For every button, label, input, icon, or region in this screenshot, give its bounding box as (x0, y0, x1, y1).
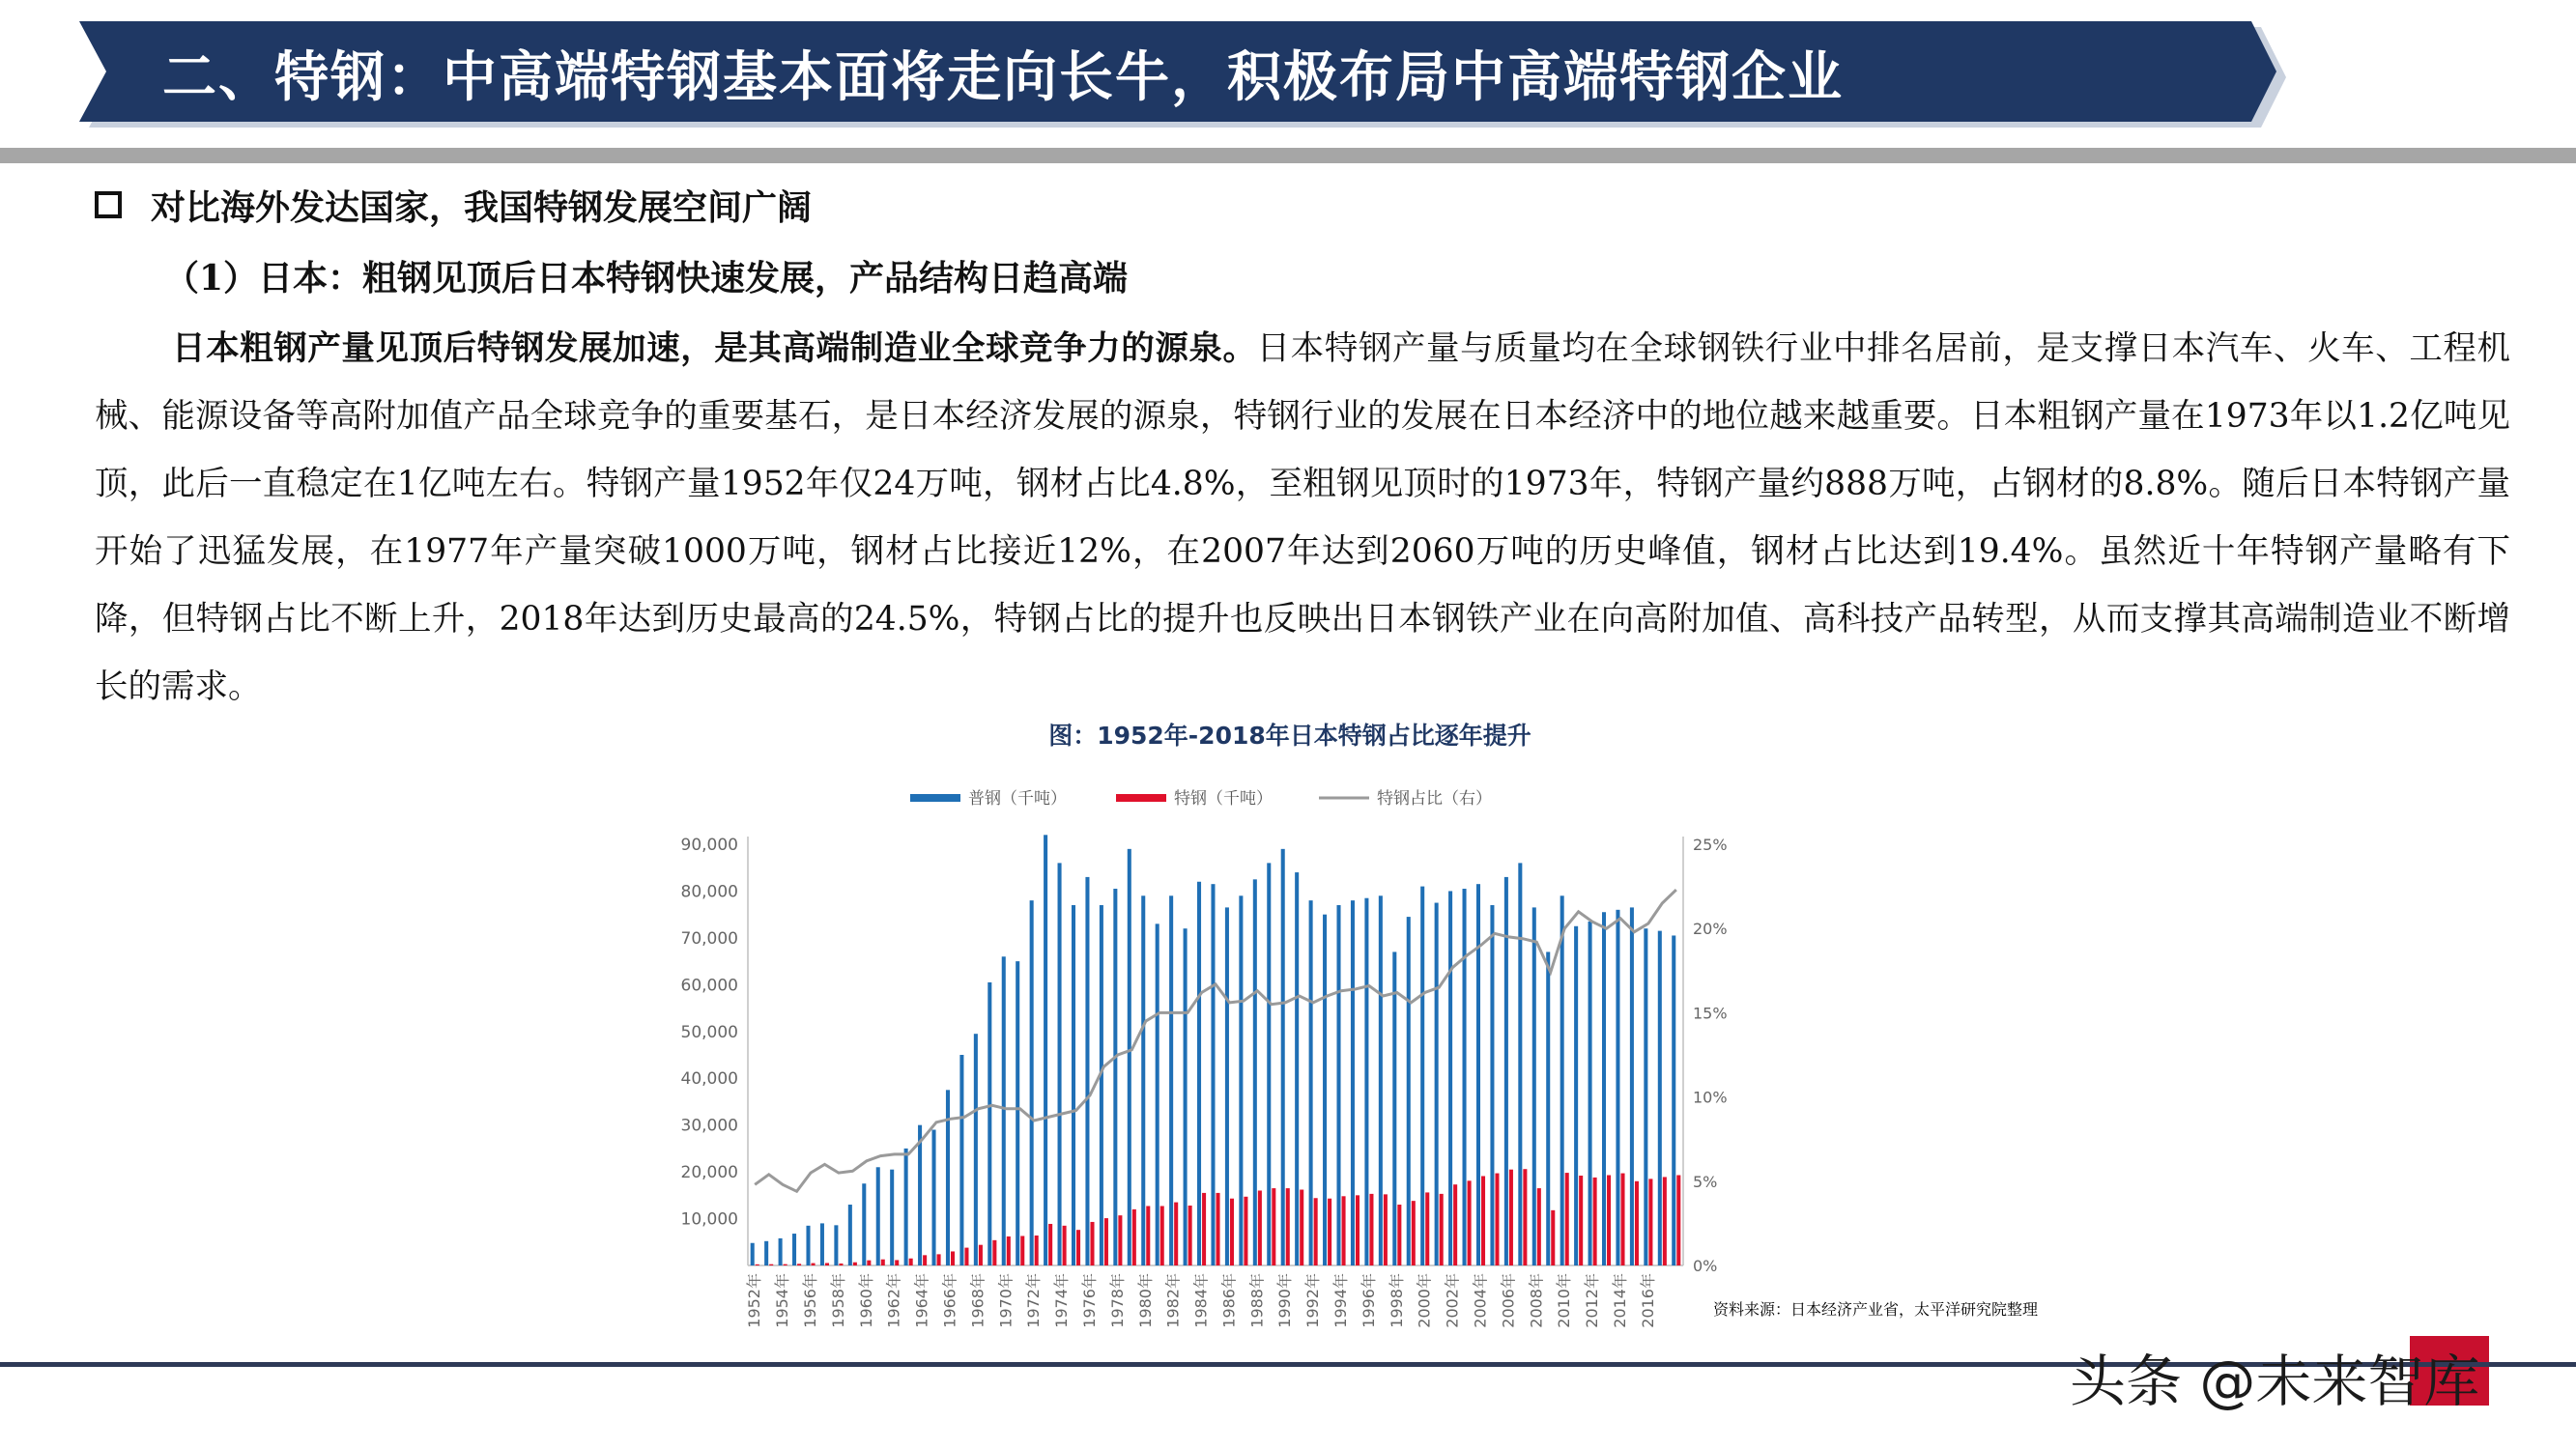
bar-ordinary-steel (974, 1034, 978, 1265)
bar-ordinary-steel (1379, 895, 1383, 1265)
bar-ordinary-steel (1197, 882, 1201, 1265)
bar-special-steel (839, 1264, 843, 1265)
x-tick-label: 1958年 (828, 1273, 847, 1328)
x-tick-label: 2016年 (1638, 1273, 1657, 1328)
bar-special-steel (1063, 1226, 1067, 1265)
bar-special-steel (1620, 1174, 1624, 1265)
bullet-heading (95, 180, 812, 230)
y-right-tick-label: 20% (1693, 920, 1728, 939)
bar-special-steel (1509, 1170, 1513, 1265)
x-tick-label: 1990年 (1275, 1273, 1295, 1328)
x-tick-label: 1986年 (1219, 1273, 1239, 1328)
x-tick-label: 1988年 (1247, 1273, 1267, 1328)
y-right-tick-label: 0% (1693, 1257, 1718, 1275)
bar-special-steel (769, 1264, 773, 1265)
sub-heading: （1）日本：粗钢见顶后日本特钢快速发展，产品结构日趋高端 (164, 258, 1129, 298)
bar-ordinary-steel (931, 1130, 935, 1265)
x-tick-label: 2004年 (1471, 1273, 1490, 1328)
watermark-text: 头条 @未来智库 (2070, 1349, 2480, 1414)
body-paragraph (95, 315, 2510, 721)
bar-special-steel (1146, 1206, 1150, 1265)
x-tick-label: 1972年 (1024, 1273, 1044, 1328)
bar-ordinary-steel (1351, 900, 1355, 1265)
bar-special-steel (825, 1263, 829, 1265)
bar-special-steel (1397, 1205, 1401, 1265)
steel-production-chart (667, 773, 1730, 1352)
bar-special-steel (909, 1259, 913, 1265)
source-note: 资料来源：日本经济产业省，太平洋研究院整理 (1713, 1300, 2039, 1319)
bar-special-steel (1593, 1178, 1597, 1265)
y-left-tick-label: 10,000 (680, 1209, 738, 1230)
bar-special-steel (1412, 1201, 1416, 1265)
bar-special-steel (1342, 1196, 1346, 1265)
bar-ordinary-steel (1420, 887, 1424, 1265)
bar-ordinary-steel (1518, 863, 1522, 1265)
bar-ordinary-steel (1295, 872, 1299, 1265)
y-left-tick-label: 90,000 (680, 836, 738, 855)
bar-special-steel (964, 1248, 968, 1265)
bar-ordinary-steel (1058, 863, 1062, 1265)
x-tick-label: 1982年 (1163, 1273, 1183, 1328)
y-left-tick-label: 80,000 (680, 882, 738, 902)
bar-ordinary-steel (751, 1243, 755, 1265)
x-tick-label: 1980年 (1135, 1273, 1155, 1328)
y-right-tick-label: 10% (1693, 1088, 1728, 1107)
bar-ordinary-steel (1309, 900, 1313, 1265)
page-title: 二、特钢：中高端特钢基本面将走向长牛，积极布局中高端特钢企业 (162, 46, 1844, 109)
bar-ordinary-steel (1211, 884, 1215, 1265)
bar-ordinary-steel (792, 1234, 796, 1265)
bar-special-steel (1118, 1215, 1122, 1265)
bar-ordinary-steel (1113, 889, 1117, 1265)
x-tick-label: 1968年 (968, 1273, 987, 1328)
x-tick-label: 1970年 (996, 1273, 1016, 1328)
bar-special-steel (1230, 1199, 1234, 1265)
bar-special-steel (756, 1264, 759, 1265)
x-tick-label: 2002年 (1443, 1273, 1462, 1328)
bar-ordinary-steel (918, 1125, 922, 1265)
bar-ordinary-steel (1392, 952, 1396, 1265)
bar-ordinary-steel (1030, 900, 1034, 1265)
bar-ordinary-steel (1602, 912, 1606, 1265)
bar-ordinary-steel (1184, 928, 1188, 1265)
bar-ordinary-steel (876, 1167, 880, 1265)
bar-special-steel (853, 1263, 857, 1265)
bar-special-steel (992, 1240, 996, 1265)
bar-special-steel (1188, 1206, 1192, 1265)
bar-ordinary-steel (1323, 915, 1327, 1265)
bar-special-steel (1160, 1206, 1164, 1265)
bar-special-steel (784, 1264, 787, 1265)
y-left-tick-label: 40,000 (680, 1069, 738, 1090)
bar-special-steel (797, 1264, 801, 1265)
bar-special-steel (1007, 1236, 1011, 1265)
bar-ordinary-steel (1448, 891, 1452, 1265)
bar-special-steel (1384, 1194, 1388, 1265)
x-tick-label: 2012年 (1583, 1273, 1602, 1328)
bar-special-steel (1425, 1192, 1429, 1265)
bar-ordinary-steel (1435, 903, 1439, 1265)
bar-special-steel (1551, 1210, 1555, 1265)
bar-special-steel (1369, 1194, 1373, 1265)
bar-ordinary-steel (1072, 905, 1075, 1265)
bar-ordinary-steel (946, 1090, 950, 1265)
bar-ordinary-steel (1476, 884, 1480, 1265)
bar-ordinary-steel (1267, 863, 1271, 1265)
x-tick-label: 1974年 (1052, 1273, 1072, 1328)
x-tick-label: 2006年 (1499, 1273, 1518, 1328)
bar-special-steel (1648, 1179, 1652, 1265)
legend-swatch-1 (1116, 794, 1166, 802)
legend-swatch-0 (910, 794, 960, 802)
bar-special-steel (1468, 1180, 1472, 1265)
bar-ordinary-steel (1574, 926, 1578, 1265)
bar-special-steel (1090, 1222, 1094, 1265)
y-left-tick-label: 20,000 (680, 1163, 738, 1183)
bar-special-steel (1048, 1224, 1052, 1265)
bar-ordinary-steel (806, 1226, 810, 1265)
bar-ordinary-steel (1253, 879, 1257, 1265)
bar-ordinary-steel (1141, 895, 1145, 1265)
bar-special-steel (1676, 1176, 1680, 1265)
bar-special-steel (1328, 1199, 1331, 1265)
bar-ordinary-steel (1100, 905, 1103, 1265)
paragraph-lead: 日本粗钢产量见顶后特钢发展加速，是其高端制造业全球竞争力的源泉。 (172, 329, 1257, 368)
bar-ordinary-steel (1616, 910, 1619, 1265)
bar-ordinary-steel (820, 1223, 824, 1265)
bar-ordinary-steel (1002, 956, 1006, 1265)
bar-ordinary-steel (959, 1055, 963, 1265)
bar-ordinary-steel (1589, 922, 1592, 1265)
bar-ordinary-steel (1156, 923, 1159, 1265)
bar-ordinary-steel (987, 982, 991, 1265)
x-tick-label: 1998年 (1387, 1273, 1406, 1328)
bar-special-steel (1537, 1188, 1541, 1265)
bar-special-steel (951, 1251, 955, 1265)
bar-special-steel (1244, 1197, 1247, 1265)
bar-special-steel (881, 1260, 885, 1265)
x-tick-label: 1964年 (912, 1273, 931, 1328)
bar-special-steel (1635, 1181, 1639, 1265)
watermark (2070, 1328, 2479, 1425)
bar-special-steel (812, 1264, 816, 1265)
bar-special-steel (1132, 1209, 1136, 1265)
x-tick-label: 1984年 (1191, 1273, 1211, 1328)
bar-ordinary-steel (862, 1183, 866, 1265)
bullet-text: 对比海外发达国家，我国特钢发展空间广阔 (151, 186, 813, 228)
bar-ordinary-steel (1128, 849, 1131, 1265)
bar-ordinary-steel (1490, 905, 1494, 1265)
legend-label-1: 特钢（千吨） (1174, 789, 1273, 809)
x-tick-label: 1994年 (1331, 1273, 1350, 1328)
bar-special-steel (1202, 1193, 1206, 1265)
x-tick-label: 2010年 (1555, 1273, 1574, 1328)
x-tick-label: 1978年 (1107, 1273, 1127, 1328)
bar-ordinary-steel (1560, 895, 1564, 1265)
x-tick-label: 1976年 (1080, 1273, 1099, 1328)
bar-special-steel (1565, 1173, 1569, 1265)
bar-ordinary-steel (834, 1225, 838, 1265)
bar-ordinary-steel (1463, 889, 1467, 1265)
y-left-tick-label: 50,000 (680, 1022, 738, 1042)
bar-special-steel (1076, 1230, 1080, 1265)
bar-special-steel (1440, 1194, 1444, 1265)
x-tick-label: 1954年 (773, 1273, 792, 1328)
bar-special-steel (1523, 1169, 1527, 1265)
y-right-tick-label: 15% (1693, 1004, 1728, 1023)
bar-ordinary-steel (1630, 907, 1634, 1265)
bar-special-steel (1216, 1193, 1220, 1265)
bar-ordinary-steel (1336, 905, 1340, 1265)
bar-special-steel (1663, 1177, 1667, 1265)
y-right-tick-label: 25% (1693, 836, 1728, 854)
x-tick-label: 2000年 (1415, 1273, 1434, 1328)
bar-ordinary-steel (1169, 895, 1173, 1265)
line-special-share (755, 890, 1676, 1191)
y-left-tick-label: 60,000 (680, 976, 738, 996)
bar-special-steel (937, 1254, 941, 1265)
bar-special-steel (1020, 1236, 1024, 1265)
bar-special-steel (1356, 1195, 1360, 1265)
bar-special-steel (1286, 1188, 1290, 1265)
bar-ordinary-steel (1532, 907, 1536, 1265)
bar-ordinary-steel (1239, 895, 1243, 1265)
x-tick-label: 1960年 (856, 1273, 875, 1328)
x-tick-label: 1962年 (884, 1273, 903, 1328)
y-left-tick-label: 30,000 (680, 1116, 738, 1136)
bar-ordinary-steel (1658, 931, 1662, 1265)
bar-special-steel (1481, 1176, 1485, 1265)
square-bullet-icon (95, 191, 122, 218)
y-left-tick-label: 70,000 (680, 928, 738, 949)
bar-ordinary-steel (1644, 928, 1647, 1265)
bar-special-steel (1035, 1236, 1039, 1265)
bar-ordinary-steel (779, 1238, 783, 1265)
legend-label-0: 普钢（千吨） (968, 789, 1067, 809)
x-tick-label: 2008年 (1527, 1273, 1546, 1328)
paragraph-body: 日本特钢产量与质量均在全球钢铁行业中排名居前，是支撑日本汽车、火车、工程机械、能源设备等高附加值产品全球竞争的重要基石，是日本经济发展的源泉，特钢行业的发展在日本经济中的地位越来越重要。日本粗钢产量在1973年以1.2亿吨见顶，此后一直稳定在1亿吨左右。特钢产量1952年仅24万吨，钢材占比4.8%，至粗钢见顶时的1973年，特钢产量约888万吨，占钢材的8.8%。随后日本特钢产量开始了迅猛发展，在1977年产量突破1000万吨，钢材占比接近12%，在2007年达到2060万吨的历史峰值，钢材占比达到19.4%。虽然近十年特钢产量略有下降，但特钢占比不断上升，2018年达到历史最高的24.5%，特钢占比的提升也反映出日本钢铁产业在向高附加值、高科技产品转型，从而支撑其高端制造业不断增长的需求。 (95, 329, 2511, 706)
bar-special-steel (1607, 1176, 1611, 1265)
x-tick-label: 1992年 (1303, 1273, 1323, 1328)
bar-ordinary-steel (890, 1170, 894, 1265)
bar-ordinary-steel (1085, 877, 1089, 1265)
bar-special-steel (1579, 1176, 1583, 1265)
bar-special-steel (1104, 1218, 1108, 1265)
bar-ordinary-steel (904, 1149, 908, 1265)
bar-special-steel (1495, 1174, 1499, 1265)
bar-ordinary-steel (1225, 907, 1229, 1265)
bar-special-steel (1258, 1190, 1262, 1265)
x-tick-label: 2014年 (1611, 1273, 1629, 1328)
bar-special-steel (1314, 1198, 1318, 1265)
bar-special-steel (1453, 1184, 1457, 1265)
bar-special-steel (1272, 1188, 1275, 1265)
bar-special-steel (979, 1245, 983, 1265)
bar-ordinary-steel (1281, 849, 1285, 1265)
bar-special-steel (1174, 1203, 1178, 1265)
bar-special-steel (867, 1261, 871, 1265)
bar-ordinary-steel (848, 1205, 852, 1265)
x-tick-label: 1956年 (801, 1273, 819, 1328)
x-tick-label: 1952年 (745, 1273, 764, 1328)
chart-title: 图：1952年-2018年日本特钢占比逐年提升 (1048, 722, 1531, 750)
bar-ordinary-steel (1407, 917, 1411, 1265)
legend-label-2: 特钢占比（右） (1377, 789, 1492, 809)
bar-ordinary-steel (1044, 835, 1047, 1265)
bar-ordinary-steel (1364, 898, 1368, 1265)
bar-ordinary-steel (764, 1241, 768, 1265)
bar-special-steel (1300, 1190, 1303, 1265)
header-divider (0, 148, 2576, 163)
x-tick-label: 1996年 (1359, 1273, 1378, 1328)
bar-ordinary-steel (1016, 961, 1019, 1265)
bar-special-steel (895, 1260, 899, 1265)
x-tick-label: 1966年 (940, 1273, 959, 1328)
y-right-tick-label: 5% (1693, 1172, 1718, 1191)
bar-ordinary-steel (1672, 935, 1675, 1265)
bar-ordinary-steel (1546, 952, 1550, 1265)
bar-special-steel (923, 1255, 927, 1265)
